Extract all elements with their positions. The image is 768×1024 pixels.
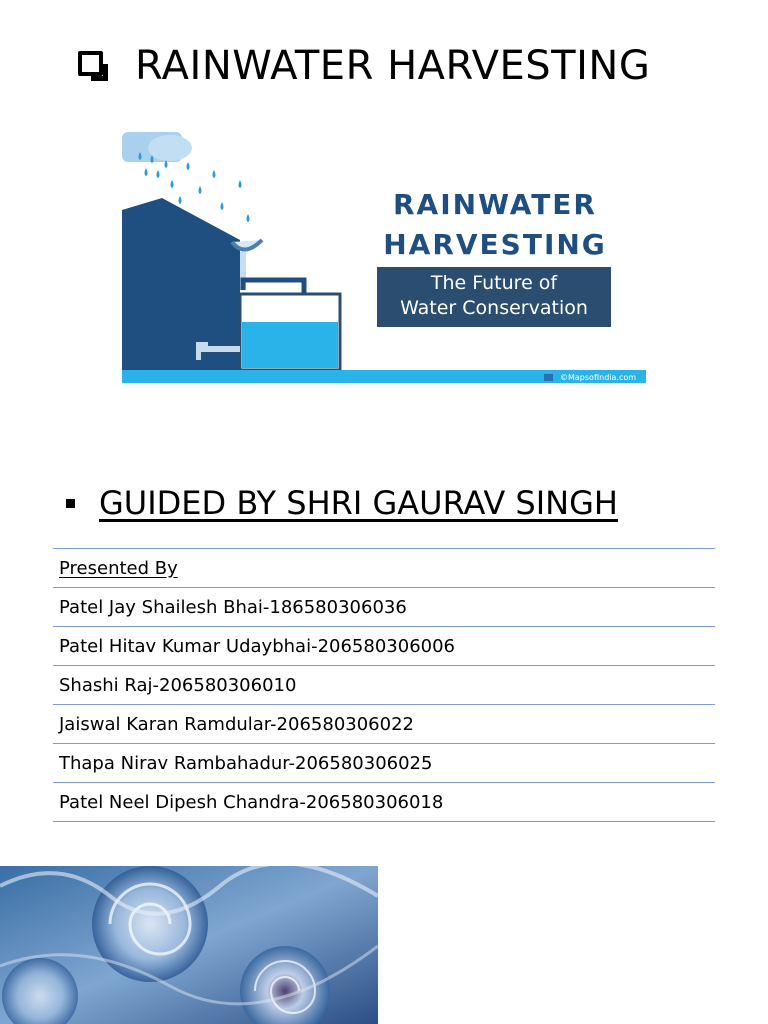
table-row [53, 783, 715, 822]
table-row [53, 627, 715, 666]
table-row [53, 666, 715, 705]
guided-by-row [66, 484, 618, 522]
title-row [78, 40, 103, 92]
banner-subtitle-box [377, 267, 611, 327]
banner-credit: ©MapsofIndia.com [560, 373, 637, 382]
table-row [53, 588, 715, 627]
presented-by-header: Presented By [53, 549, 715, 588]
presenter-name: Shashi Raj-206580306010 [53, 666, 715, 705]
guided-by-heading: GUIDED BY SHRI GAURAV SINGH [99, 484, 618, 522]
presenter-name: Patel Jay Shailesh Bhai-186580306036 [53, 588, 715, 627]
banner-title-line1: RAINWATER [393, 188, 597, 221]
table-row [53, 549, 715, 588]
page-title: RAINWATER HARVESTING [135, 43, 651, 89]
presenter-name: Jaiswal Karan Ramdular-206580306022 [53, 705, 715, 744]
table-row [53, 744, 715, 783]
fractal-decoration-image [0, 866, 378, 1024]
presenter-name: Patel Hitav Kumar Udaybhai-206580306006 [53, 627, 715, 666]
table-row [53, 705, 715, 744]
square-bullet-icon [66, 499, 75, 508]
presenters-table [53, 548, 715, 822]
banner-subtitle-line1: The Future of [430, 272, 558, 294]
cloud-icon [122, 132, 192, 162]
banner-title-line2: HARVESTING [383, 228, 607, 261]
checkbox-bullet-icon [78, 51, 103, 76]
banner-subtitle-line2: Water Conservation [400, 297, 588, 319]
presenter-name: Thapa Nirav Rambahadur-206580306025 [53, 744, 715, 783]
presenter-name: Patel Neel Dipesh Chandra-206580306018 [53, 783, 715, 822]
